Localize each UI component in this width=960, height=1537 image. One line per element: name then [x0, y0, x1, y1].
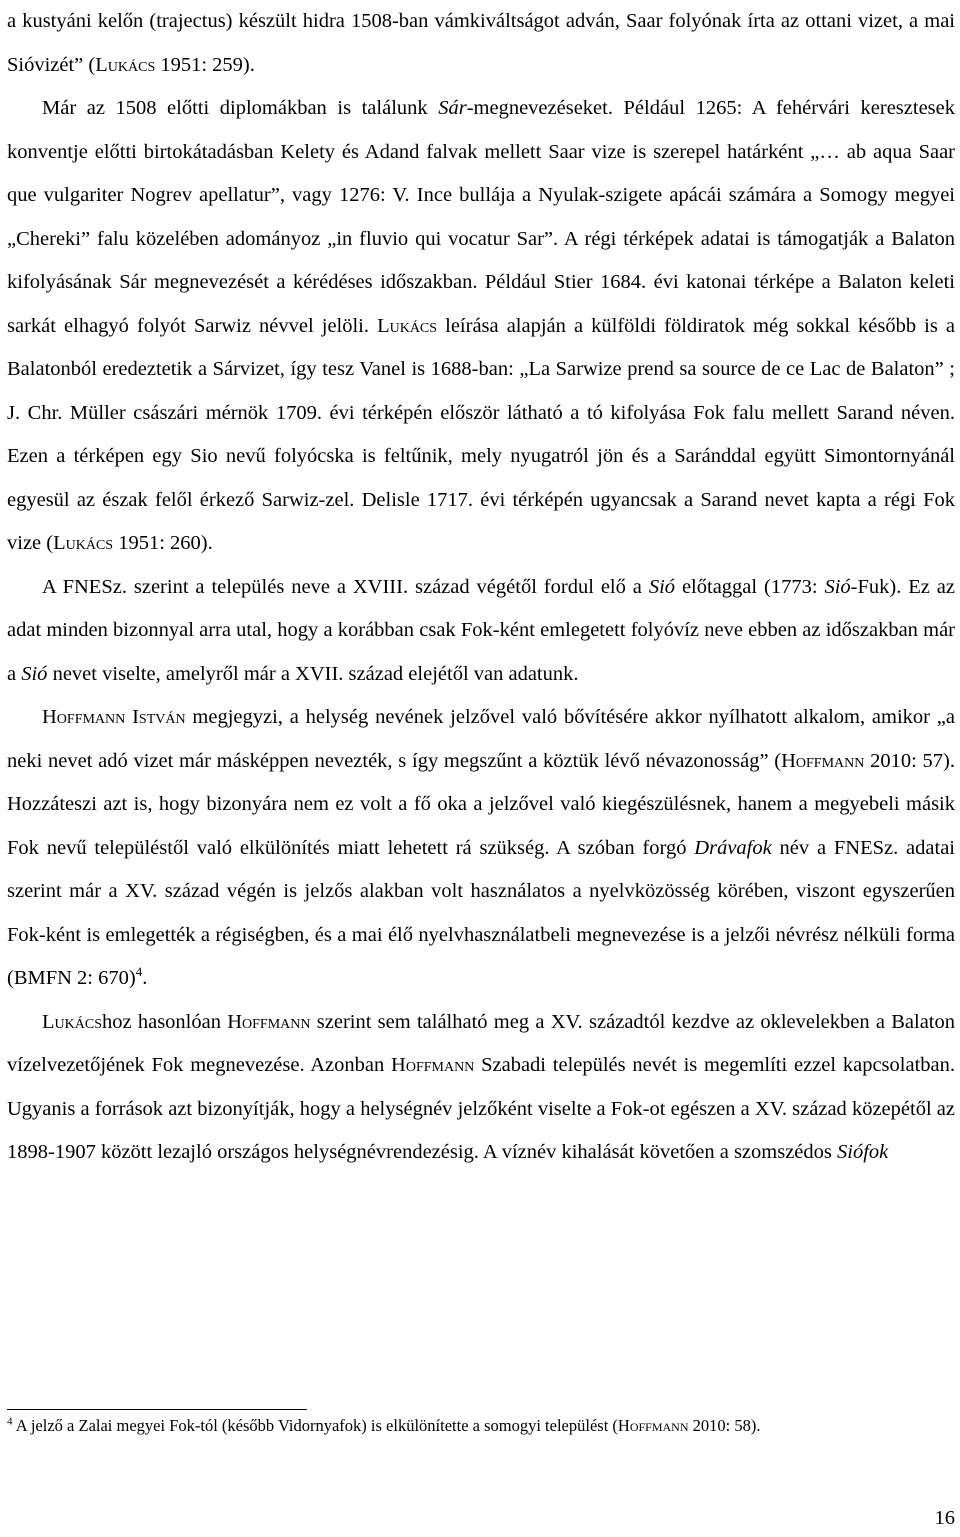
author-name: Hoffmann István	[42, 706, 186, 728]
text-run: -Fuk). Ez az adat minden bizonnyal arra utal, hogy a korábban csak Fok-ként emlegetett folyóvíz neve ebben az időszakban már a	[7, 575, 955, 685]
text-run: .	[142, 967, 148, 989]
italic-term: Sió	[648, 575, 676, 598]
author-name: Hoffmann	[617, 1416, 689, 1435]
footnote-marker: 4	[7, 1415, 13, 1428]
text-run: 1951: 260).	[113, 532, 213, 554]
paragraph-1	[7, 0, 955, 87]
author-name: Hoffmann	[781, 749, 865, 772]
italic-term: Sár	[438, 97, 467, 119]
italic-term: Drávafok	[694, 836, 772, 859]
page-number: 16	[934, 1507, 955, 1529]
text-run: A jelző a Zalai megyei Fok-tól (később Vidornyafok) is elkülönítette a somogyi települést (	[12, 1416, 618, 1435]
text-run: 1951: 259).	[155, 53, 255, 76]
text-run: -megnevezéseket. Például 1265: A fehérvári keresztesek konventje előtti birtokátadásban Kelety és Adand falvak mellett Saar vize is szerepel határként „… ab aqua Saar que vulgariter Nogrev apellatur”, vagy 1276: V. Ince bullája a Nyulak-szigete apácái számára a Somogy megyei „Chereki” falu közelében adományoz „in fluvio qui vocatur Sar”. A régi térképek adatai is támogatják a Balaton kifolyásának Sár megnevezését a kérédéses időszakban. Például Stier 1684. évi katonai térképe a Balaton keleti sarkát elhagyó folyót Sarwiz névvel jelöli.	[7, 97, 955, 337]
author-name: Lukács	[42, 1010, 102, 1033]
text-run: 2010: 57). Hozzáteszi azt is, hogy bizonyára nem ez volt a fő oka a jelzővel való kiegészülésnek, hanem a megyebeli másik Fok nevű településtől való elkülönítés miatt lehetett rá szükség. A szóban forgó	[7, 749, 955, 859]
footnote-separator	[7, 1409, 307, 1410]
text-run: a kustyáni kelőn (trajectus) készült hidra 1508-ban vámkiváltságot adván, Saar folyónak írta az ottani vizet, a mai Sióvizét” (	[7, 10, 955, 76]
author-name: Lukács	[377, 314, 438, 337]
author-name: Hoffmann	[391, 1054, 475, 1076]
text-run: nevet viselte, amelyről már a XVII. század elejétől van adatunk.	[47, 662, 579, 685]
paragraph-3	[7, 566, 955, 697]
page-body	[7, 0, 955, 1175]
text-run: Már az 1508 előtti diplomákban is találunk	[42, 97, 439, 119]
italic-term: Siófok	[837, 1141, 889, 1163]
author-name: Lukács	[95, 53, 156, 76]
text-run: hoz hasonlóan	[101, 1010, 228, 1033]
paragraph-5	[7, 1001, 955, 1175]
text-run: leírása alapján a külföldi földiratok még sokkal később is a Balatonból eredeztetik a Sárvizet, így tesz Vanel is 1688-ban: „La Sarwize prend sa source de ce Lac de Balaton” ; J. Chr. Müller császári mérnök 1709. évi térképén először látható a tó kifolyása Fok falu mellett Sarand néven. Ezen a térképen egy Sio nevű folyócska is feltűnik, mely nyugatról jön és a Saránddal együtt Simontornyánál egyesül az észak felől érkező Sarwiz-zel. Delisle 1717. évi térképén ugyancsak a Sarand nevet kapta a régi Fok vize (	[7, 314, 955, 554]
text-run: megjegyzi, a helység nevének jelzővel való bővítésére akkor nyílhatott alkalom, amikor „a neki nevet adó vizet már másképpen nevezték, s így megszűnt a köztük lévő névazonosság” (	[7, 706, 955, 772]
footnote	[7, 1414, 955, 1438]
text-run: Szabadi település nevét is megemlíti ezzel kapcsolatban. Ugyanis a források azt bizonyítják, hogy a helységnév jelzőként viselte a Fok-ot egészen a XV. század közepétől az 1898-1907 között lezajló országos helységnévrendezésig. A víznév kihalását követően a szomszédos	[7, 1054, 955, 1163]
italic-term: Sió	[21, 662, 48, 685]
italic-term: Sió	[824, 575, 851, 598]
author-name: Lukács	[53, 532, 114, 554]
author-name: Hoffmann	[227, 1010, 311, 1033]
text-run: előtaggal (1773:	[675, 575, 825, 598]
text-run: A FNESz. szerint a település neve a XVIII. század végétől fordul elő a	[42, 575, 649, 598]
paragraph-4	[7, 696, 955, 1001]
text-run: 2010: 58).	[688, 1416, 761, 1435]
paragraph-2	[7, 87, 955, 566]
footnote-marker: 4	[135, 964, 143, 980]
text-run: szerint sem található meg a XV. századtól kezdve az oklevelekben a Balaton vízelvezetőjének Fok megnevezése. Azonban	[7, 1010, 955, 1076]
text-run: név a FNESz. adatai szerint már a XV. század végén is jelzős alakban volt használatos a nyelvközösség körében, viszont egyszerűen Fok-ként is emlegették a régiségben, és a mai élő nyelvhasználatbeli megnevezése is a jelzői névrész nélküli forma (BMFN 2: 670)	[7, 836, 955, 989]
